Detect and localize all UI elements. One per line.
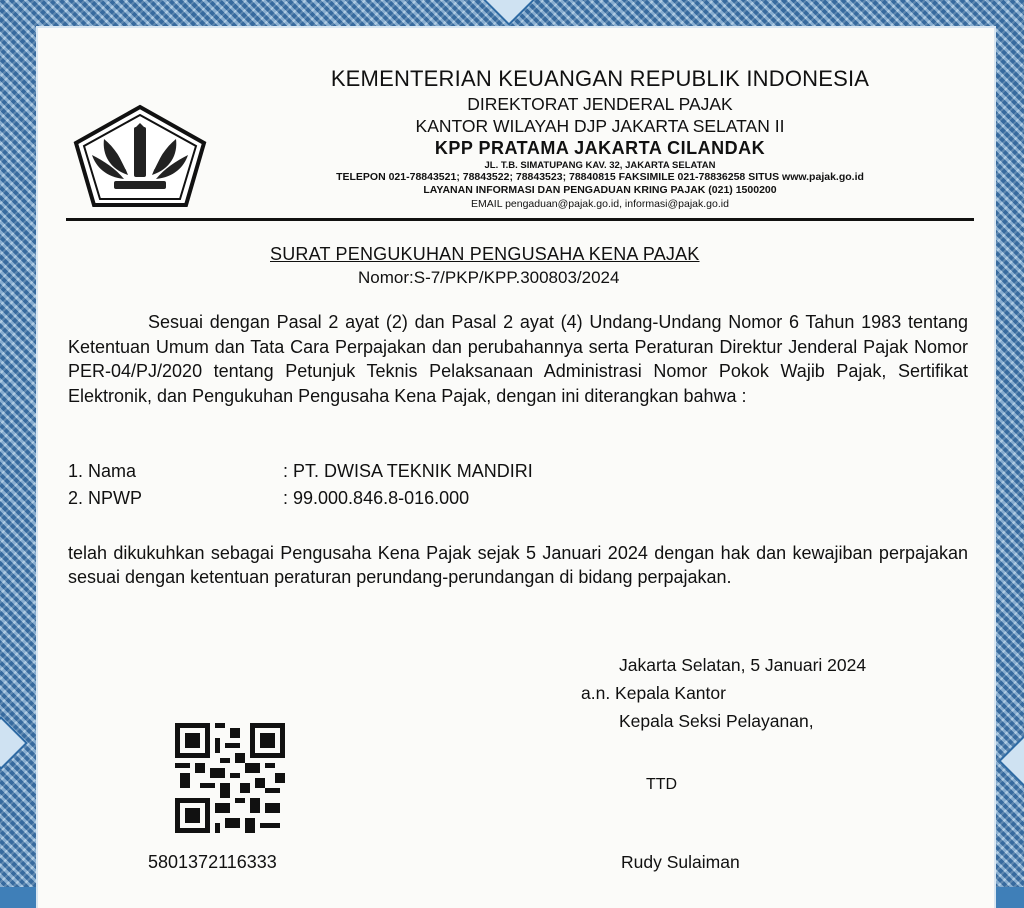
header-contact: TELEPON 021-78843521; 78843522; 78843523; 78840815 FAKSIMILE 021-78836258 SITUS www.pajak.go.id <box>336 171 864 183</box>
header-ministry: KEMENTERIAN KEUANGAN REPUBLIK INDONESIA <box>330 66 870 91</box>
intro-paragraph: Sesuai dengan Pasal 2 ayat (2) dan Pasal 2 ayat (4) Undang-Undang Nomor 6 Tahun 1983 tentang Ketentuan Umum dan Tata Cara Perpajakan dan perubahannya serta Peraturan Direktur Jenderal Pajak Nomor PER-04/PJ/2020 tentang Petunjuk Teknis Pelaksanaan Administrasi Nomor Pokok Wajib Pajak, Sertifikat Elektronik, dan Pengukuhan Pengusaha Kena Pajak, dengan ini diterangkan bahwa : <box>68 312 968 406</box>
field-value-nama: : PT. DWISA TEKNIK MANDIRI <box>283 461 533 481</box>
signature-place-date: Jakarta Selatan, 5 Januari 2024 <box>619 655 867 675</box>
closing-paragraph: telah dikukuhkan sebagai Pengusaha Kena Pajak sejak 5 Januari 2024 dengan hak dan kewajiban perpajakan sesuai dengan ketentuan peraturan perundang-perundangan di bidang perpajakan. <box>68 543 968 587</box>
signature-position: Kepala Seksi Pelayanan, <box>619 711 814 731</box>
header-office: KPP PRATAMA JAKARTA CILANDAK <box>434 138 766 158</box>
document-number: Nomor:S-7/PKP/KPP.300803/2024 <box>358 268 620 287</box>
field-value-npwp: : 99.000.846.8-016.000 <box>283 488 470 508</box>
header-email: EMAIL pengaduan@pajak.go.id, informasi@pajak.go.id <box>471 198 729 210</box>
header-directorate: DIREKTORAT JENDERAL PAJAK <box>467 94 733 114</box>
header-regional-office: KANTOR WILAYAH DJP JAKARTA SELATAN II <box>415 116 785 136</box>
header-divider <box>66 218 974 221</box>
header-service: LAYANAN INFORMASI DAN PENGADUAN KRING PAJAK (021) 1500200 <box>423 184 777 196</box>
field-label-npwp: 2. NPWP <box>68 488 143 508</box>
qr-number: 5801372116333 <box>148 852 277 872</box>
qr-code-icon <box>175 723 285 833</box>
kemenkeu-emblem-icon <box>70 103 210 209</box>
field-label-nama: 1. Nama <box>68 461 137 481</box>
signature-ttd: TTD <box>646 776 678 793</box>
document-title: SURAT PENGUKUHAN PENGUSAHA KENA PAJAK <box>270 244 700 264</box>
header-address: JL. T.B. SIMATUPANG KAV. 32, JAKARTA SELATAN <box>484 160 716 171</box>
signature-on-behalf: a.n. Kepala Kantor <box>581 683 726 703</box>
signature-name: Rudy Sulaiman <box>621 852 740 872</box>
